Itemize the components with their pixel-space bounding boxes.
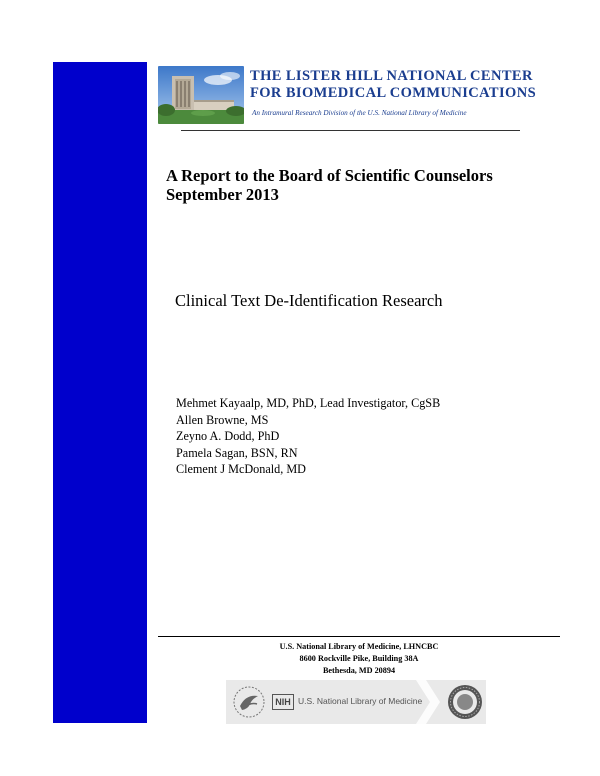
address-line2: 8600 Rockville Pike, Building 38A [299, 653, 419, 663]
center-name-line1: THE LISTER HILL NATIONAL CENTER [250, 68, 533, 84]
header-divider [181, 130, 520, 131]
nlm-label: U.S. National Library of Medicine [298, 696, 423, 706]
author-item: Pamela Sagan, BSN, RN [176, 445, 298, 460]
author-item: Zeyno A. Dodd, PhD [176, 429, 280, 443]
author-list [176, 395, 440, 478]
lhncbc-seal-icon [446, 683, 484, 721]
footer-address [158, 641, 560, 676]
project-title: Clinical Text De-Identification Research [175, 291, 443, 310]
building-photo [158, 66, 244, 124]
report-title [166, 166, 493, 204]
hhs-eagle-icon [232, 684, 266, 720]
author-item: Mehmet Kayaalp, MD, PhD, Lead Investigator, CgSB [176, 396, 441, 410]
address-line3: Bethesda, MD 20894 [322, 665, 396, 675]
footer-divider [158, 636, 560, 637]
nih-badge: NIH [272, 694, 294, 710]
chevron-right-icon [416, 680, 440, 724]
address-line1: U.S. National Library of Medicine, LHNCBC [279, 642, 439, 651]
center-name [250, 68, 536, 102]
author-item: Allen Browne, MS [176, 412, 269, 427]
center-name-line2: FOR BIOMEDICAL COMMUNICATIONS [250, 85, 537, 101]
author-item: Clement J McDonald, MD [176, 462, 306, 476]
report-title-line1: A Report to the Board of Scientific Counselors [166, 166, 493, 185]
side-color-bar [53, 62, 147, 723]
report-date: September 2013 [166, 185, 279, 204]
building-photo-icon [158, 66, 244, 124]
agency-logo-strip [226, 680, 486, 724]
center-subtitle: An Intramural Research Division of the U.S. National Library of Medicine [252, 109, 467, 117]
